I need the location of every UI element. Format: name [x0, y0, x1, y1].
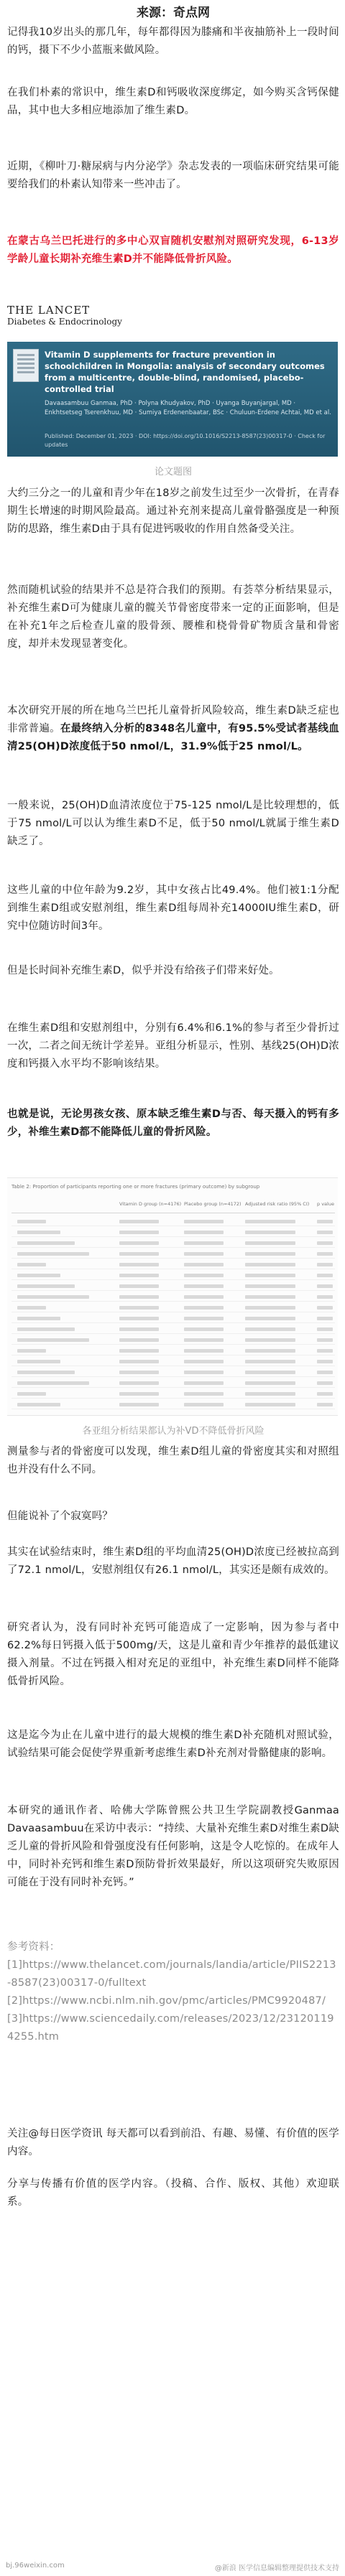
references-section — [7, 1938, 339, 2046]
paragraph-8 — [7, 797, 339, 851]
table-cell-placeholder — [317, 1381, 333, 1385]
table-cell-placeholder — [317, 1403, 333, 1406]
journal-thumbnail-icon — [13, 349, 39, 382]
paragraph-text: 一般来说，25(OH)D血清浓度位于75-125 nmol/L是比较理想的，低于75 nmol/L可以认为维生素D不足，低于50 nmol/L就属于维生素D缺乏了。 — [7, 800, 339, 847]
source-header: 来源：奇点网 — [137, 6, 210, 20]
table-cell-placeholder — [317, 1284, 333, 1288]
paragraph-text: 研究者认为，没有同时补充钙可能造成了一定影响，因为参与者中62.2%每日钙摄入低于500mg/天，这是儿童和青少年推荐的最低建议摄入剂量。不过在钙摄入相对充足的亚组中，补充维生素D同样不能降低骨折风险。 — [7, 1622, 339, 1687]
table-col-header: Adjusted risk ratio (95% CI) — [245, 1201, 310, 1207]
table-cell-placeholder — [317, 1252, 333, 1256]
table-cell-placeholder — [17, 1284, 75, 1288]
subgroup-table-figure — [7, 1177, 338, 1416]
reference-link-3[interactable]: [3]https://www.sciencedaily.com/releases/2023/12/231201194255.htm — [7, 2013, 334, 2043]
paragraph-1 — [7, 24, 339, 60]
table-cell-placeholder — [184, 1274, 224, 1277]
figure-caption-2: 各亚组分析结果都认为补VD不降低骨折风险 — [82, 1426, 264, 1437]
table-cell-placeholder — [184, 1284, 224, 1288]
paragraph-2 — [7, 84, 339, 120]
table-cell-placeholder — [184, 1349, 224, 1353]
table-cell-placeholder — [317, 1231, 333, 1234]
references-title: 参考资料： — [7, 1941, 60, 1953]
paragraph-text: 近期，《柳叶刀·糖尿病与内分泌学》杂志发表的一项临床研究结果可能要给我们的朴素认知带来一些冲击了。 — [7, 161, 339, 190]
table-cell-placeholder — [245, 1371, 295, 1374]
table-cell-placeholder — [184, 1306, 224, 1310]
table-cell-placeholder — [184, 1317, 224, 1320]
table-cell-placeholder — [184, 1360, 224, 1363]
table-cell-placeholder — [17, 1371, 75, 1374]
table-cell-placeholder — [245, 1252, 295, 1256]
lancet-logo-line2: Diabetes & Endocrinology — [7, 317, 122, 327]
table-cell-placeholder — [17, 1274, 60, 1277]
table-cell-placeholder — [17, 1381, 89, 1385]
table-cell-placeholder — [245, 1317, 295, 1320]
paragraph-text: 这是迄今为止在儿童中进行的最大规模的维生素D补充随机对照试验，试验结果可能会促使学界重新考虑维生素D补充剂对骨骼健康的影响。 — [7, 1730, 339, 1759]
paragraph-11 — [7, 1019, 339, 1073]
paragraph-text-bold: 在最终纳入分析的8348名儿童中，有95.5%受试者基线血清25(OH)D浓度低于50 nmol/L，31.9%低于25 nmol/L。 — [7, 723, 339, 752]
table-cell-placeholder — [17, 1241, 75, 1245]
table-row-divider — [12, 1376, 335, 1377]
table-cell-placeholder — [317, 1274, 333, 1277]
paragraph-text: 大约三分之一的儿童和青少年在18岁之前发生过至少一次骨折，在青春期生长增速的时期风险最高。通过补充剂来提高儿童骨骼强度是一种预防的思路，维生素D由于具有促进钙吸收的作用自然备受关注。 — [7, 487, 339, 535]
table-cell-placeholder — [184, 1403, 224, 1406]
table-row-divider — [12, 1301, 335, 1302]
bold-text: 也就是说，无论男孩女孩、原本缺乏维生素D与否、每天摄入的钙有多少，补维生素D都不能降低儿童的骨折风险。 — [7, 1109, 339, 1138]
table-cell-placeholder — [17, 1263, 46, 1266]
table-row-divider — [12, 1322, 335, 1323]
table-cell-placeholder — [184, 1295, 224, 1299]
table-cell-placeholder — [119, 1360, 159, 1363]
table-cell-placeholder — [184, 1220, 224, 1223]
table-cell-placeholder — [245, 1403, 295, 1406]
paragraph-text: 其实在试验结束时，维生素D组的平均血清25(OH)D浓度已经被拉高到了72.1 nmol/L，安慰剂组仅有26.1 nmol/L，其实还是颇有成效的。 — [7, 1546, 339, 1576]
table-row-divider — [12, 1398, 335, 1399]
paragraph-17 — [7, 1727, 339, 1763]
paragraph-10 — [7, 962, 339, 980]
paragraph-14 — [7, 1508, 339, 1526]
table-cell-placeholder — [245, 1263, 295, 1266]
lancet-logo-line1: THE LANCET — [7, 304, 91, 317]
paragraph-5 — [7, 485, 339, 538]
follow-text: 关注@每日医学资讯 每天都可以看到前沿、有趣、易懂、有价值的医学内容。 — [7, 2128, 339, 2157]
table-cell-placeholder — [119, 1317, 159, 1320]
paragraph-text: 但是长时间补充维生素D，似乎并没有给孩子们带来好处。 — [7, 965, 280, 976]
table-cell-placeholder — [317, 1241, 333, 1245]
table-cell-placeholder — [245, 1295, 295, 1299]
table-cell-placeholder — [17, 1327, 75, 1331]
table-cell-placeholder — [317, 1371, 333, 1374]
table-cell-placeholder — [317, 1220, 333, 1223]
table-cell-placeholder — [17, 1231, 60, 1234]
paragraph-text: 然而随机试验的结果并不总是符合我们的预期。有荟萃分析结果显示，补充维生素D可为健康儿童的髋关节骨密度带来一定的正面影响，但是在补充1年之后检查儿童的股骨颈、腰椎和桡骨骨矿物质含量和骨密度，却并未发现显著变化。 — [7, 584, 339, 650]
table-cell-placeholder — [184, 1241, 224, 1245]
table-row-divider — [12, 1290, 335, 1291]
table-cell-placeholder — [119, 1371, 159, 1374]
paragraph-text: 在我们朴素的常识中，维生素D和钙吸收深度绑定，如今购买含钙保健品，其中也大多相应地添加了维生素D。 — [7, 87, 339, 116]
paragraph-3 — [7, 158, 339, 194]
table-row-divider — [12, 1279, 335, 1280]
table-cell-placeholder — [245, 1327, 295, 1331]
table-cell-placeholder — [245, 1338, 295, 1342]
reference-link-1[interactable]: [1]https://www.thelancet.com/journals/landia/article/PIIS2213-8587(23)00317-0/fulltext — [7, 1959, 336, 1989]
table-cell-placeholder — [245, 1220, 295, 1223]
table-cell-placeholder — [17, 1338, 89, 1342]
table-cell-placeholder — [119, 1381, 159, 1385]
table-cell-placeholder — [245, 1392, 295, 1396]
table-row-divider — [12, 1236, 335, 1237]
share-text: 分享与传播有价值的医学内容。（投稿、合作、版权、其他）欢迎联系。 — [7, 2178, 339, 2208]
table-row-divider — [12, 1344, 335, 1345]
table-cell-placeholder — [17, 1403, 60, 1406]
table-cell-placeholder — [184, 1263, 224, 1266]
paragraph-18 — [7, 1802, 339, 1892]
table-col-header: Vitamin D group (n=4176) — [119, 1201, 182, 1207]
paragraph-12 — [7, 1106, 339, 1142]
table-cell-placeholder — [17, 1317, 60, 1320]
table-cell-placeholder — [119, 1274, 159, 1277]
table-col-header: Placebo group (n=4172) — [184, 1201, 242, 1207]
paragraph-text-plain: 本次研究开展的所在地乌兰巴托儿童骨折风险较高，维生素D缺乏症也非常普遍。 — [7, 705, 339, 734]
table-cell-placeholder — [119, 1338, 159, 1342]
table-row-divider — [12, 1258, 335, 1259]
share-note — [7, 2175, 339, 2211]
paper-publication-info: Published: December 01, 2023 · DOI: https://doi.org/10.1016/S2213-8587(23)00317-0 · Check for updates — [45, 433, 326, 448]
table-cell-placeholder — [184, 1338, 224, 1342]
table-cell-placeholder — [184, 1392, 224, 1396]
table-cell-placeholder — [317, 1349, 333, 1353]
lancet-logo — [7, 304, 151, 327]
follow-note — [7, 2125, 339, 2161]
paragraph-text: 但能说补了个寂寞吗？ — [7, 1511, 113, 1522]
table-cell-placeholder — [317, 1360, 333, 1363]
paragraph-text: 在维生素D组和安慰剂组中，分别有6.4%和6.1%的参与者至少骨折过一次，二者之间无统计学差异。亚组分析显示，性别、基线25(OH)D浓度和钙摄入水平均不影响该结果。 — [7, 1022, 339, 1070]
table-cell-placeholder — [245, 1381, 295, 1385]
paragraph-16 — [7, 1619, 339, 1691]
table-cell-placeholder — [17, 1252, 89, 1256]
table-cell-placeholder — [119, 1306, 159, 1310]
table-cell-placeholder — [317, 1295, 333, 1299]
paragraph-text: 这些儿童的中位年龄为9.2岁，其中女孩占比49.4%。他们被1:1分配到维生素D组或安慰剂组，维生素D组每周补充14000IU维生素D，研究中位随访时间3年。 — [7, 885, 339, 932]
paper-title: Vitamin D supplements for fracture prevention in schoolchildren in Mongolia: analysis of secondary outcomes from a multicentre, double-blind, randomised, placebo-controlled trial — [45, 350, 325, 394]
table-header — [12, 1198, 335, 1213]
footer-bar — [0, 2556, 345, 2576]
table-title: Table 2: Proportion of participants reporting one or more fractures (primary outcome) by subgroup — [12, 1184, 260, 1190]
table-cell-placeholder — [245, 1284, 295, 1288]
table-cell-placeholder — [317, 1317, 333, 1320]
paper-authors: Davaasambuu Ganmaa, PhD · Polyna Khudyakov, PhD · Uyanga Buyanjargal, MD · Enkhtsetseg Tserenkhuu, MD · Sumiya Erdenenbaatar, BSc · Chuluun-Erdene Achtai, MD et al. — [45, 400, 331, 416]
paragraph-13 — [7, 1443, 339, 1479]
table-cell-placeholder — [317, 1327, 333, 1331]
footer-source: bj.96weixin.com — [6, 2562, 65, 2570]
table-cell-placeholder — [317, 1392, 333, 1396]
table-cell-placeholder — [119, 1263, 159, 1266]
paragraph-text: 测量参与者的骨密度可以发现，维生素D组儿童的骨密度其实和对照组也并没有什么不同。 — [7, 1446, 339, 1475]
table-cell-placeholder — [317, 1338, 333, 1342]
table-cell-placeholder — [119, 1241, 159, 1245]
table-cell-placeholder — [119, 1403, 159, 1406]
table-cell-placeholder — [119, 1252, 159, 1256]
table-row-divider — [12, 1247, 335, 1248]
table-cell-placeholder — [184, 1252, 224, 1256]
table-cell-placeholder — [317, 1306, 333, 1310]
table-cell-placeholder — [184, 1231, 224, 1234]
table-cell-placeholder — [17, 1220, 46, 1223]
table-cell-placeholder — [245, 1349, 295, 1353]
table-col-header: p value — [317, 1201, 334, 1207]
table-cell-placeholder — [17, 1306, 46, 1310]
paragraph-7 — [7, 702, 339, 756]
paragraph-15 — [7, 1544, 339, 1579]
paragraph-4-highlight — [7, 233, 339, 269]
table-cell-placeholder — [119, 1295, 159, 1299]
table-cell-placeholder — [184, 1381, 224, 1385]
table-cell-placeholder — [245, 1306, 295, 1310]
footer-credit: @新浪 医学信息编辑整理提供技术支持 — [214, 2565, 339, 2572]
table-cell-placeholder — [119, 1327, 159, 1331]
figure-caption-1: 论文题图 — [154, 467, 192, 477]
paragraph-text: 记得我10岁出头的那几年，每年都得因为膝痛和半夜抽筋补上一段时间的钙，摄下不少小蓝瓶来做风险。 — [7, 27, 339, 56]
table-cell-placeholder — [119, 1349, 159, 1353]
table-cell-placeholder — [119, 1392, 159, 1396]
paragraph-text — [7, 702, 339, 756]
table-cell-placeholder — [245, 1241, 295, 1245]
paragraph-9 — [7, 882, 339, 935]
table-cell-placeholder — [119, 1284, 159, 1288]
table-row-divider — [12, 1387, 335, 1388]
reference-link-2[interactable]: [2]https://www.ncbi.nlm.nih.gov/pmc/articles/PMC9920487/ — [7, 1995, 326, 2007]
paper-title-card — [7, 342, 338, 457]
table-cell-placeholder — [245, 1231, 295, 1234]
table-cell-placeholder — [245, 1274, 295, 1277]
table-cell-placeholder — [119, 1231, 159, 1234]
paragraph-6 — [7, 582, 339, 653]
table-cell-placeholder — [17, 1349, 46, 1353]
paragraph-text: 本研究的通讯作者、哈佛大学陈曾熙公共卫生学院副教授Ganmaa Davaasambuu在采访中表示：“持续、大量补充维生素D对维生素D缺乏儿童的骨折风险和骨强度没有任何影响，这是令人吃惊的。在成年人中，同时补充钙和维生素D预防骨折效果最好，所以这项研究失败原因可能在于没有同时补充钙。” — [7, 1805, 339, 1888]
table-cell-placeholder — [245, 1360, 295, 1363]
table-cell-placeholder — [184, 1327, 224, 1331]
table-cell-placeholder — [119, 1220, 159, 1223]
table-cell-placeholder — [17, 1295, 89, 1299]
highlight-text: 在蒙古乌兰巴托进行的多中心双盲随机安慰剂对照研究发现，6-13岁学龄儿童长期补充维生素D并不能降低骨折风险。 — [7, 235, 339, 265]
table-row-divider — [12, 1333, 335, 1334]
table-cell-placeholder — [17, 1392, 46, 1396]
table-cell-placeholder — [17, 1360, 60, 1363]
table-cell-placeholder — [317, 1263, 333, 1266]
table-cell-placeholder — [184, 1371, 224, 1374]
